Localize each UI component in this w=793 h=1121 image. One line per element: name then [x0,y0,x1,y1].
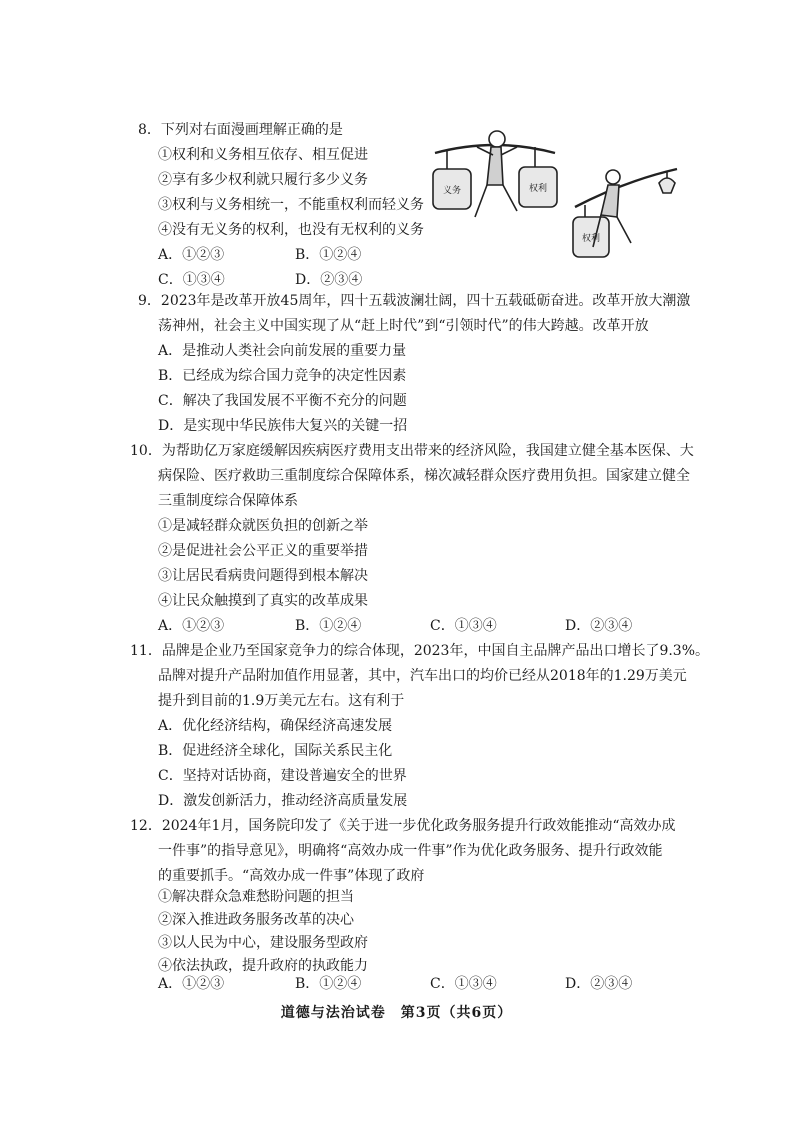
q12-option-d: D．②③④ [565,976,633,992]
page-footer: 道德与法治试卷 第3页（共6页） [280,1005,513,1021]
q12-option-a: A．①②③ [158,976,225,992]
q11-option-d: D．激发创新活力，推动经济高质量发展 [158,793,408,809]
q9-stem-line-2: 荡神州，社会主义中国实现了从“赶上时代”到“引领时代”的伟大跨越。改革开放 [158,318,649,334]
basket-label-2: 权利 [528,184,548,194]
q11-stem-line-3: 提升到目前的1.9万美元左右。这有利于 [158,693,405,709]
q9-stem-line-1: 9．2023年是改革开放45周年，四十五载波澜壮阔，四十五载砥砺奋进。改革开放大潮激 [138,293,691,309]
q12-item-4: ④依法执政，提升政府的执政能力 [158,958,368,974]
q12-option-c: C．①③④ [430,976,497,992]
q9-option-a: A．是推动人类社会向前发展的重要力量 [158,343,407,359]
q8-item-2: ②享有多少权利就只履行多少义务 [158,172,368,188]
q8-stem: 8．下列对右面漫画理解正确的是 [138,122,343,138]
q10-stem-line-3: 三重制度综合保障体系 [158,493,298,509]
q10-item-4: ④让民众触摸到了真实的改革成果 [158,593,368,609]
q8-item-1: ①权利和义务相互依存、相互促进 [158,147,368,163]
q8-option-d: D．②③④ [295,272,363,288]
q10-item-3: ③让居民看病贵问题得到根本解决 [158,568,368,584]
q12-stem-line-1: 12．2024年1月，国务院印发了《关于进一步优化政务服务提升行政效能推动“高效办成 [130,818,676,834]
q8-item-4: ④没有无义务的权利，也没有无权利的义务 [158,222,424,238]
basket-label-1: 义务 [442,186,462,196]
q11-option-c: C．坚持对话协商，建设普遍安全的世界 [158,768,407,784]
q11-option-a: A．优化经济结构，确保经济高速发展 [158,718,393,734]
q12-stem-line-2: 一件事”的指导意见》，明确将“高效办成一件事”作为优化政务服务、提升行政效能 [158,843,663,859]
q9-option-d: D．是实现中华民族伟大复兴的关键一招 [158,418,408,434]
q12-item-2: ②深入推进政务服务改革的决心 [158,912,354,928]
q8-item-3: ③权利与义务相统一，不能重权利而轻义务 [158,197,424,213]
q12-option-b: B．①②④ [295,976,362,992]
q9-option-b: B．已经成为综合国力竞争的决定性因素 [158,368,407,384]
q10-stem-line-1: 10．为帮助亿万家庭缓解因疾病医疗费用支出带来的经济风险，我国建立健全基本医保、大 [130,443,694,459]
q10-option-d: D．②③④ [565,618,633,634]
q10-option-b: B．①②④ [295,618,362,634]
q10-option-a: A．①②③ [158,618,225,634]
cartoon-illustration [425,125,685,265]
q11-option-b: B．促进经济全球化，国际关系民主化 [158,743,393,759]
q10-item-1: ①是减轻群众就医负担的创新之举 [158,518,368,534]
q12-item-1: ①解决群众急难愁盼问题的担当 [158,889,354,905]
basket-label-3: 权利 [581,234,601,244]
q11-stem-line-1: 11．品牌是企业乃至国家竞争力的综合体现，2023年，中国自主品牌产品出口增长了9.3%。 [130,643,710,659]
q10-stem-line-2: 病保险、医疗救助三重制度综合保障体系，梯次减轻群众医疗费用负担。国家建立健全 [158,468,690,484]
q10-option-c: C．①③④ [430,618,497,634]
q12-stem-line-3: 的重要抓手。“高效办成一件事”体现了政府 [158,868,425,884]
q9-option-c: C．解决了我国发展不平衡不充分的问题 [158,393,407,409]
q8-option-c: C．①③④ [158,272,225,288]
balanced-carrier-figure [433,131,557,217]
q12-item-3: ③以人民为中心，建设服务型政府 [158,935,368,951]
q11-stem-line-2: 品牌对提升产品附加值作用显著，其中，汽车出口的均价已经从2018年的1.29万美元 [158,668,687,684]
q10-item-2: ②是促进社会公平正义的重要举措 [158,543,368,559]
q8-option-b: B．①②④ [295,247,362,263]
q8-option-a: A．①②③ [158,247,225,263]
